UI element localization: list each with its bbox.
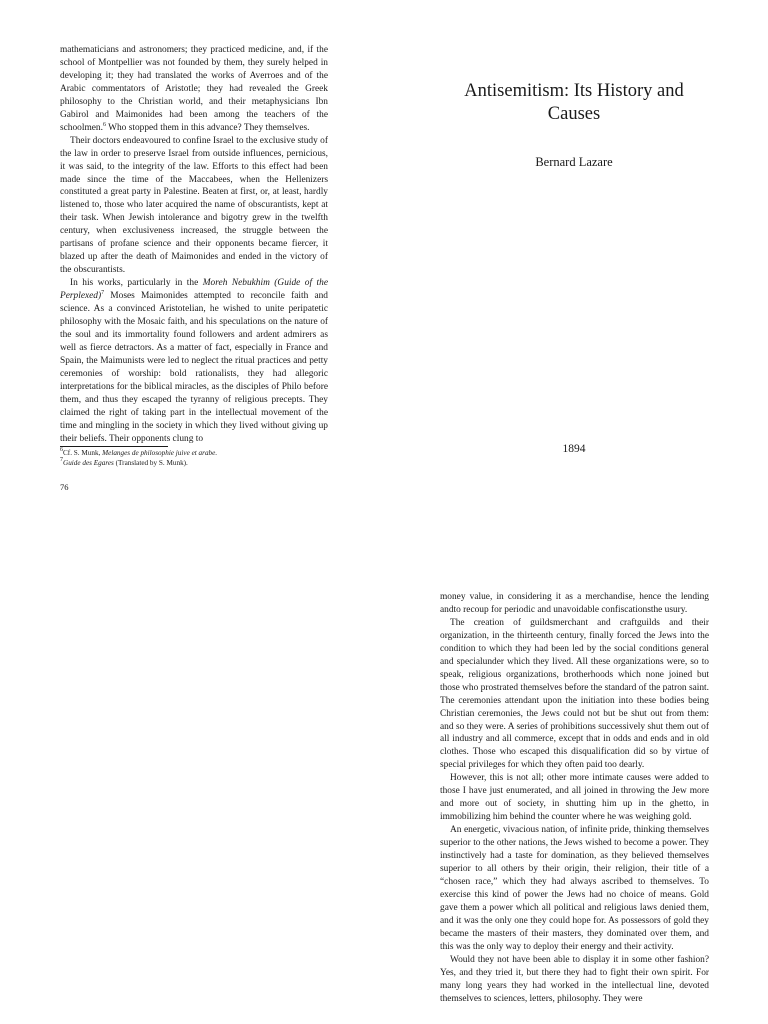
text-run: Their doctors endeavoured to confine Israel to the exclusive study of the law in order to preserve Israel from outside influences, pernicious, it was said, to the integrity of the law. Efforts to this effect had been made since the time of the Maccabees, when the Hellenizers constituted a great party in Palestine. Beaten at first, or, at least, hardly listened to, those who later acquired the name of obscurantists, kept at their task. When Jewish intolerance and bigotry grew in the twelfth century, when exclusiveness increased, the struggle between the partisans of profane science and their opponents became fiercer, it blazed up after the death of Maimonides and ended in the victory of the obscurantists. xyxy=(60,135,328,276)
book-author: Bernard Lazare xyxy=(535,155,613,169)
paragraph xyxy=(440,824,709,954)
publication-year: 1894 xyxy=(562,443,586,455)
italic-text: Melanges de philosophie juive et arabe. xyxy=(102,449,218,457)
footnote-rule xyxy=(60,446,168,447)
text-run: money value, in considering it as a merchandise, hence the lending andto recoup for periodic and unavoidable confiscationsthe usury. xyxy=(440,592,709,615)
italic-text: Moreh Nebukhim (Guide of the Perplexed) xyxy=(60,278,329,302)
footnotes xyxy=(60,448,328,469)
paragraph xyxy=(440,617,709,772)
footnote-ref: 6 xyxy=(60,447,63,453)
footnote xyxy=(60,448,328,458)
footnote-ref: 7 xyxy=(60,457,63,464)
paragraph xyxy=(440,591,709,617)
text-run: Cf. S. Munk, xyxy=(63,449,103,457)
paragraph xyxy=(440,772,709,824)
footnote-ref: 7 xyxy=(101,290,105,297)
text-run: Would they not have been able to display it in some other fashion? Yes, and they tried it, but there they had to fight their own spirit. For many long years they had worked in the intellectual line, devoted themselves to sciences, letters, philosophy. They were xyxy=(440,954,709,1004)
text-run: Moses Maimonides attempted to reconcile faith and science. As a convinced Aristotelian, he wished to unite peripatetic philosophy with the Mosaic faith, and his speculations on the nature of the soul and its immortality found followers and ardent admirers as well as fierce detractors. As a matter of fact, especially in France and Spain, the Maimunists were led to neglect the ritual practices and petty ceremonies of worship: bold rationalists, they had allegoric interpretations for the biblical miracles, as the disciples of Philo before them, and thus they escaped the tyranny of religious precepts. They claimed the right of taking part in the intellectual movement of the time and mingling in the society in which they lived without giving up their beliefs. Their opponents clung to xyxy=(60,291,328,444)
text-run: (Translated by S. Munk). xyxy=(113,459,188,468)
paragraph xyxy=(440,954,709,1006)
left-page-text xyxy=(60,44,328,446)
text-run: In his works, particularly in the xyxy=(70,278,203,289)
italic-text: Guide des Egares xyxy=(63,459,114,468)
paragraph xyxy=(60,277,328,445)
paragraph xyxy=(60,135,328,277)
text-run: However, this is not all; other more intimate causes were added to those I have just enumerated, and all joined in throwing the Jew more and more out of society, in shutting him up in the ghetto, in immobilizing him behind the counter where he was weighing gold. xyxy=(440,773,709,823)
text-run: mathematicians and astronomers; they practiced medicine, and, if the school of Montpellier was not founded by them, they surely helped in developing it; they had translated the works of Averroes and of the Arabic commentators of Aristotle; they had revealed the Greek philosophy to the Christian world, and their metaphysicians Ibn Gabirol and Maimonides had been among the teachers of the schoolmen. xyxy=(60,45,328,133)
text-run: Who stopped them in this advance? They themselves. xyxy=(105,122,310,133)
text-run: The creation of guildsmerchant and craftguilds and their organization, in the thirteenth century, finally forced the Jews into the condition to which they had been led by the social conditions general and specialunder which they lived. All these organizations were, so to speak, religious organizations, brotherhoods which none joined but those who prostrated themselves before the standard of the patron saint. The ceremonies attendant upon the initiation into these bodies being Christian ceremonies, the Jews could not but be shut out from them: and so they were. A series of prohibitions successively shut them out of all industry and all commerce, except that in odds and ends and in old clothes. Those who escaped this disqualification did so by virtue of special privileges for which they often paid too dearly. xyxy=(440,617,709,771)
footnote xyxy=(60,458,328,468)
right-page-text xyxy=(440,591,709,1006)
page-number: 76 xyxy=(60,482,69,492)
paragraph xyxy=(60,44,328,135)
footnote-ref: 6 xyxy=(102,121,106,128)
book-title: Antisemitism: Its History and Causes xyxy=(464,81,684,124)
text-run: An energetic, vivacious nation, of infinite pride, thinking themselves superior to the other nations, the Jews wished to become a power. They instinctively had a taste for domination, as they believed themselves superior to all others by their origin, their religion, their title of a “chosen race,” which they had always ascribed to themselves. To exercise this kind of power the Jews had no choice of means. Gold gave them a power which all political and religious laws denied them, and it was the only one they could hope for. As possessors of gold they became the masters of their masters, they dominated over them, and this was the only way to deploy their energy and their activity. xyxy=(440,825,709,952)
